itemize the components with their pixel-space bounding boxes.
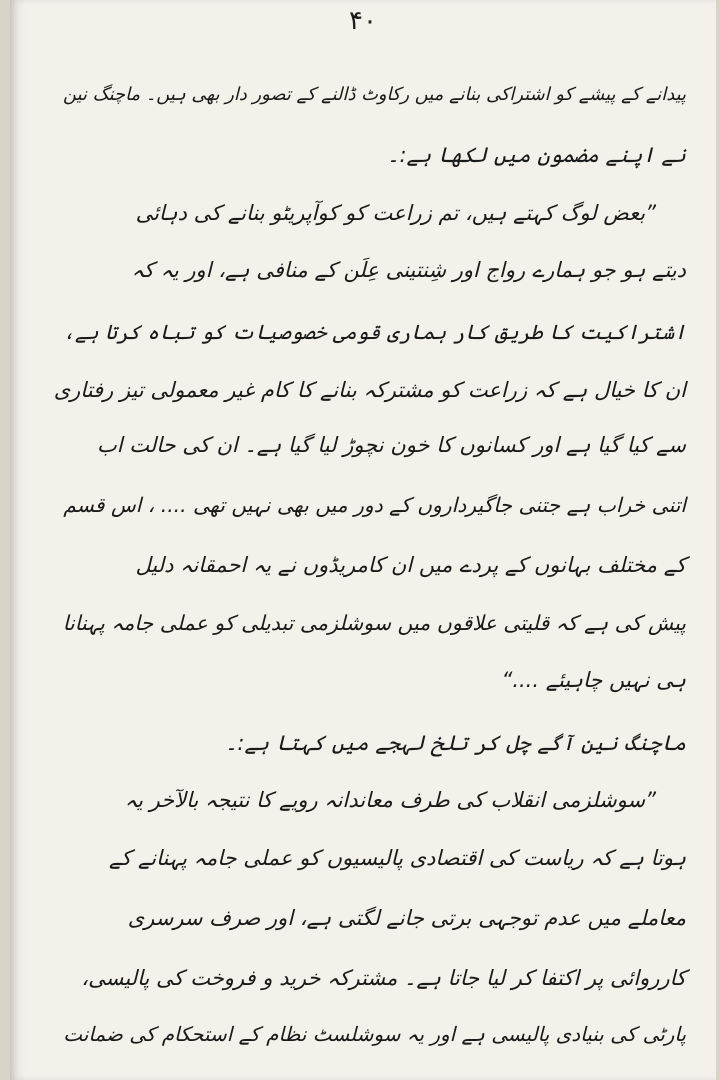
quote-line: ہی نہیں چاہیئے ....“ — [501, 668, 686, 692]
quote-line: سے کیا گیا ہے اور کسانوں کا خون نچوڑ لیا گیا ہے۔ ان کی حالت اب — [96, 433, 686, 457]
quote-line: ”سوشلزمی انقلاب کی طرف معاندانہ رویے کا نتیجہ بالآخر یہ — [124, 788, 656, 812]
quote-line: کارروائی پر اکتفا کر لیا جاتا ہے۔ مشترکہ خرید و فروخت کی پالیسی، — [81, 966, 686, 990]
text-line: پیدانے کے پیشے کو اشتراکی بنانے میں رکاوٹ ڈالنے کے تصور دار بھی ہیں۔ ماچنگ نین — [63, 84, 686, 105]
quote-line: معاملے میں عدم توجہی برتی جانے لگتی ہے، اور صرف سرسری — [127, 906, 686, 930]
quote-line: کے مختلف بہانوں کے پردے میں ان کامریڈوں نے یہ احمقانہ دلیل — [135, 553, 686, 577]
quote-line: اتنی خراب ہے جتنی جاگیرداروں کے دور میں بھی نہیں تھی .... ، اس قسم — [63, 493, 686, 517]
quote-line: ”بعض لوگ کہتے ہیں، تم زراعت کو کوآپریٹو بنانے کی دہائی — [135, 201, 656, 225]
book-page — [10, 0, 716, 1080]
quote-line: پارٹی کی بنیادی پالیسی ہے اور یہ سوشلسٹ نظام کے استحکام کی ضمانت — [63, 1022, 686, 1046]
body-text — [50, 70, 686, 1072]
quote-line: دیتے ہو جو ہمارے رواج اور شِنتینی عِلَن کے منافی ہے، اور یہ کہ — [131, 258, 686, 282]
page-number: ۴۰ — [349, 6, 377, 36]
text-line: نے اپنے مضمون میں لکھا ہے:۔ — [387, 143, 686, 167]
quote-line: ہوتا ہے کہ ریاست کی اقتصادی پالیسیوں کو عملی جامہ پہنانے کے — [108, 846, 686, 870]
quote-line: ان کا خیال ہے کہ زراعت کو مشترکہ بنانے کا کام غیر معمولی تیز رفتاری — [53, 378, 686, 402]
quote-line: اشتراکیت کا طریق کار ہماری قومی خصوصیات کو تباہ کرتا ہے، — [63, 320, 686, 344]
text-line: ماچنگ نین آگے چل کر تلخ لہجے میں کہتا ہے:۔ — [225, 731, 686, 755]
quote-line: پیش کی ہے کہ قلیتی علاقوں میں سوشلزمی تبدیلی کو عملی جامہ پہنانا — [62, 611, 686, 635]
